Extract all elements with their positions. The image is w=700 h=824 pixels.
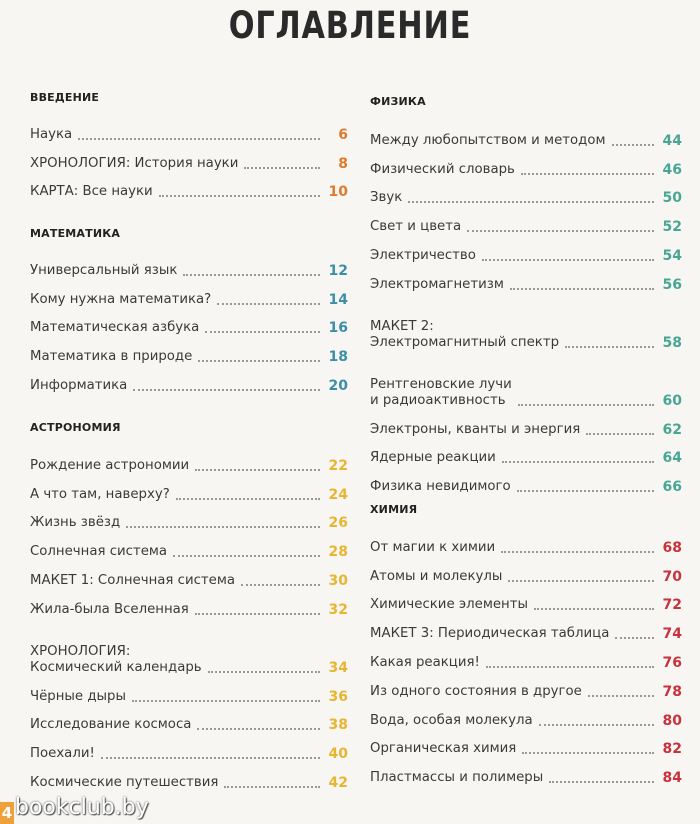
- section-phys: [370, 94, 682, 499]
- page-title: ОГЛАВЛЕНИЕ: [228, 4, 472, 47]
- toc-entry-title: Пластмассы и полимеры: [370, 770, 544, 786]
- section-astro: [30, 420, 348, 795]
- toc-entry: [370, 589, 682, 618]
- toc-entry-page: 70: [662, 568, 682, 585]
- toc-entry-page: 52: [662, 219, 682, 236]
- toc-entry-title: МАКЕТ 3: Периодическая таблица: [370, 626, 610, 642]
- toc-entry-page: 26: [328, 515, 348, 532]
- toc-entry-title: Поехали!: [30, 746, 95, 762]
- dot-leader: [173, 555, 320, 557]
- toc-entry-page: 34: [328, 659, 348, 676]
- toc-entry-page: 36: [328, 688, 348, 705]
- toc-entry-title: Жила-была Вселенная: [30, 601, 189, 617]
- toc-entry-page: 82: [662, 741, 682, 758]
- dot-leader: [501, 551, 654, 553]
- toc-entry: [370, 733, 682, 762]
- dot-leader: [198, 360, 320, 362]
- toc-entry: [370, 761, 682, 790]
- toc-entry-page: 40: [328, 746, 348, 763]
- toc-entry-title: Чёрные дыры: [30, 688, 126, 704]
- toc-entry: [370, 268, 682, 297]
- toc-entry-title: Математика в природе: [30, 349, 193, 365]
- dot-leader: [482, 259, 654, 261]
- toc-entry: [370, 675, 682, 704]
- section-intro: [30, 90, 348, 204]
- toc-entry: [30, 312, 348, 341]
- toc-entry-page: 6: [338, 126, 348, 143]
- toc-entry-title: Рентгеновские лучи и радиоактивность: [370, 376, 512, 408]
- toc-entry-title: Какая реакция!: [370, 654, 480, 670]
- dot-leader: [467, 230, 654, 232]
- dot-leader: [224, 786, 320, 788]
- toc-entry: [30, 118, 348, 147]
- dot-leader: [517, 490, 654, 492]
- toc-entry: [30, 737, 348, 766]
- toc-entry-page: 18: [328, 349, 348, 366]
- dot-leader: [183, 274, 320, 276]
- dot-leader: [586, 433, 654, 435]
- toc-entry-page: 28: [328, 544, 348, 561]
- toc-entry-title: Органическая химия: [370, 741, 517, 757]
- dot-leader: [612, 144, 655, 146]
- toc-entry-page: 76: [662, 654, 682, 671]
- dot-leader: [195, 469, 320, 471]
- toc-entry-page: 66: [662, 479, 682, 496]
- toc-entry-page: 16: [328, 320, 348, 337]
- toc-entry-title: Свет и цвета: [370, 219, 462, 235]
- dot-leader: [78, 138, 320, 140]
- toc-entry: [370, 617, 682, 646]
- toc-entry-title: Между любопытством и методом: [370, 132, 606, 148]
- page-number: 4: [1, 804, 13, 822]
- toc-entry-title: Рождение астрономии: [30, 457, 190, 473]
- toc-entry-title: Ядерные реакции: [370, 450, 496, 466]
- dot-leader: [217, 303, 320, 305]
- toc-entry-title: ХРОНОЛОГИЯ: История науки: [30, 155, 239, 171]
- section-heading: ВВЕДЕНИЕ: [30, 91, 100, 104]
- toc-entry-page: 10: [328, 184, 348, 201]
- toc-entry: [370, 531, 682, 560]
- toc-entry-title: Физика невидимого: [370, 479, 511, 495]
- toc-entry: [370, 470, 682, 499]
- footer: [0, 796, 149, 824]
- entries-list: [30, 449, 348, 795]
- dot-leader: [502, 461, 654, 463]
- toc-entry: [30, 709, 348, 738]
- dot-leader: [408, 201, 654, 203]
- toc-entry-title: Электромагнетизм: [370, 276, 504, 292]
- dot-leader: [534, 608, 654, 610]
- toc-entry-page: 44: [662, 132, 682, 149]
- toc-entry-title: МАКЕТ 2: Электромагнитный спектр: [370, 318, 560, 350]
- dot-leader: [588, 695, 654, 697]
- toc-entry-title: Атомы и молекулы: [370, 568, 503, 584]
- toc-entry: [30, 593, 348, 622]
- dot-leader: [565, 346, 654, 348]
- toc-entry: [370, 182, 682, 211]
- toc-entry-page: 38: [328, 717, 348, 734]
- dot-leader: [521, 173, 654, 175]
- toc-entry-page: 32: [328, 601, 348, 618]
- toc-entry: [30, 254, 348, 283]
- dot-leader: [132, 700, 320, 702]
- toc-entry-title: Из одного состояния в другое: [370, 683, 582, 699]
- section-math: [30, 226, 348, 398]
- toc-entry-title: Солнечная система: [30, 544, 168, 560]
- toc-entry-page: 56: [662, 276, 682, 293]
- toc-entry-page: 50: [662, 190, 682, 207]
- toc-entry: [370, 297, 682, 355]
- entries-list: [370, 531, 682, 790]
- toc-entry-page: 22: [328, 457, 348, 474]
- dot-leader: [241, 584, 320, 586]
- toc-entry-page: 54: [662, 247, 682, 264]
- toc-entry-page: 72: [662, 597, 682, 614]
- toc-entry-title: Вода, особая молекула: [370, 712, 533, 728]
- toc-entry-page: 14: [328, 291, 348, 308]
- dot-leader: [126, 526, 320, 528]
- toc-entry: [370, 124, 682, 153]
- entries-list: [30, 254, 348, 398]
- toc-entry: [30, 766, 348, 795]
- toc-entry-title: Наука: [30, 126, 73, 142]
- dot-leader: [244, 167, 320, 169]
- toc-entry: [30, 176, 348, 205]
- dot-leader: [159, 195, 320, 197]
- dot-leader: [522, 752, 654, 754]
- toc-entry: [30, 283, 348, 312]
- toc-entry: [370, 560, 682, 589]
- section-heading: АСТРОНОМИЯ: [30, 421, 121, 434]
- dot-leader: [539, 724, 654, 726]
- dot-leader: [205, 331, 320, 333]
- toc-entry-page: 84: [662, 770, 682, 787]
- toc-entry-title: Космические путешествия: [30, 774, 219, 790]
- toc-entry-page: 46: [662, 161, 682, 178]
- toc-entry: [370, 153, 682, 182]
- toc-entry-page: 20: [328, 377, 348, 394]
- dot-leader: [176, 498, 320, 500]
- toc-entry-title: Исследование космоса: [30, 717, 192, 733]
- dot-leader: [208, 671, 320, 673]
- toc-entry-page: 80: [662, 712, 682, 729]
- section-heading: ФИЗИКА: [370, 95, 426, 108]
- toc-entry: [370, 704, 682, 733]
- dot-leader: [615, 637, 654, 639]
- toc-entry: [30, 478, 348, 507]
- toc-entry-title: Универсальный язык: [30, 262, 178, 278]
- toc-entry-page: 58: [662, 334, 682, 351]
- entries-list: [30, 118, 348, 204]
- toc-entry: [370, 442, 682, 471]
- toc-entry-title: Математическая азбука: [30, 320, 200, 336]
- watermark: bookclub.by: [15, 795, 149, 820]
- toc-entry-title: Химические элементы: [370, 597, 528, 613]
- toc-entry: [30, 369, 348, 398]
- toc-entry-page: 64: [662, 450, 682, 467]
- toc-entry-page: 24: [328, 486, 348, 503]
- dot-leader: [101, 757, 320, 759]
- toc-entry: [30, 535, 348, 564]
- toc-entry-page: 60: [662, 392, 682, 409]
- toc-entry-title: ХРОНОЛОГИЯ: Космический календарь: [30, 643, 202, 675]
- toc-entry: [30, 680, 348, 709]
- toc-entry: [30, 564, 348, 593]
- toc-entry-title: От магии к химии: [370, 539, 496, 555]
- toc-entry-title: Физический словарь: [370, 161, 515, 177]
- dot-leader: [197, 728, 320, 730]
- toc-entry: [30, 449, 348, 478]
- section-heading: ХИМИЯ: [370, 503, 418, 516]
- toc-entry: [370, 239, 682, 268]
- toc-entry: [30, 147, 348, 176]
- toc-entry: [30, 622, 348, 680]
- toc-entry-page: 68: [662, 539, 682, 556]
- toc-entry-page: 8: [338, 155, 348, 172]
- toc-entry-page: 42: [328, 774, 348, 791]
- dot-leader: [518, 404, 654, 406]
- toc-entry-title: Кому нужна математика?: [30, 291, 212, 307]
- entries-list: [370, 124, 682, 499]
- toc-entry-title: А что там, наверху?: [30, 486, 170, 502]
- dot-leader: [486, 666, 654, 668]
- dot-leader: [549, 781, 654, 783]
- toc-entry-title: Жизнь звёзд: [30, 515, 121, 531]
- dot-leader: [133, 389, 320, 391]
- toc-entry-title: Звук: [370, 190, 403, 206]
- toc-entry: [370, 646, 682, 675]
- dot-leader: [510, 288, 654, 290]
- toc-entry: [30, 507, 348, 536]
- dot-leader: [195, 613, 320, 615]
- toc-entry-page: 62: [662, 421, 682, 438]
- toc-entry-title: Информатика: [30, 377, 128, 393]
- toc-entry-page: 12: [328, 262, 348, 279]
- toc-entry-title: Электричество: [370, 247, 476, 263]
- toc-entry: [30, 340, 348, 369]
- dot-leader: [508, 580, 654, 582]
- toc-entry-page: 30: [328, 572, 348, 589]
- toc-entry: [370, 355, 682, 413]
- toc-entry: [370, 413, 682, 442]
- toc-entry-page: 74: [662, 626, 682, 643]
- toc-entry-title: КАРТА: Все науки: [30, 184, 153, 200]
- toc-entry-page: 78: [662, 683, 682, 700]
- section-chem: [370, 502, 682, 790]
- toc-entry: [370, 210, 682, 239]
- toc-entry-title: Электроны, кванты и энергия: [370, 421, 581, 437]
- section-heading: МАТЕМАТИКА: [30, 227, 121, 240]
- toc-entry-title: МАКЕТ 1: Солнечная система: [30, 572, 236, 588]
